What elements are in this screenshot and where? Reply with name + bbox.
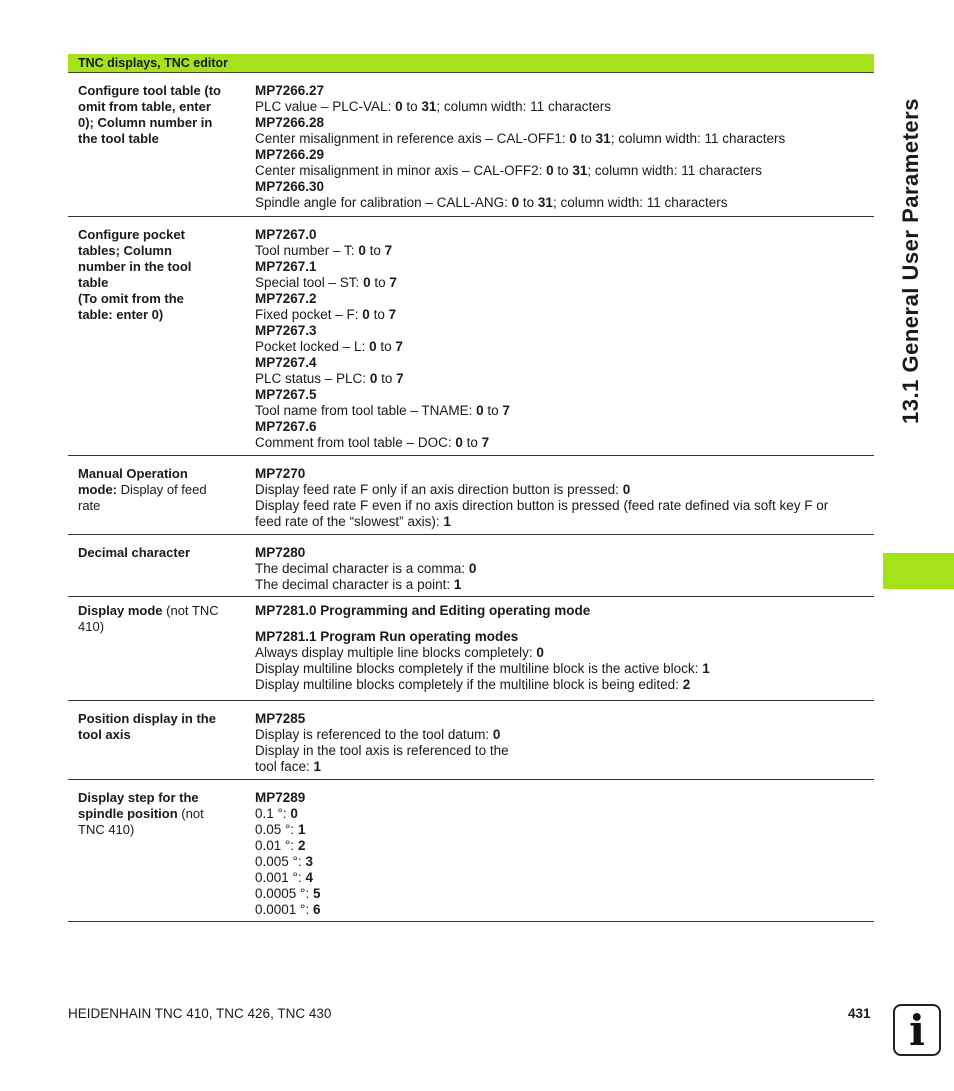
table-row [68,73,874,217]
option-text: 0.1 °: [255,806,291,821]
parameter-option [255,838,870,854]
row-label-normal: rate [78,498,101,513]
option-text: Always display multiple line blocks completely: [255,645,537,660]
parameter-option [255,195,870,211]
option-value: 0 [546,163,554,178]
parameter-option [255,577,870,593]
row-label [78,466,243,514]
row-label [78,83,243,147]
option-text: Display multiline blocks completely if the multiline block is being edited: [255,677,683,692]
option-value: 1 [453,577,462,592]
option-text: to [376,339,396,354]
option-text: Tool number – T: [255,243,359,258]
row-label-line [78,603,243,619]
option-text: Center misalignment in minor axis – CAL-OFF2: [255,163,547,178]
row-label [78,227,243,323]
option-text: tool face: [255,759,314,774]
option-text: Display feed rate F only if an axis direction button is pressed: [255,482,623,497]
row-label-line: Configure tool table (to [78,83,221,98]
option-value: 7 [395,339,403,354]
row-label [78,790,243,838]
row-label-line: number in the tool [78,259,192,274]
option-value: 31 [537,195,553,210]
option-text: 0.0005 °: [255,886,313,901]
option-text: to [553,163,573,178]
option-text: ; column width: 11 characters [436,99,611,114]
table-row [68,701,874,780]
option-value: 0 [569,131,577,146]
row-label-line: Decimal character [78,545,191,560]
option-text: to [462,435,482,450]
option-value: 0 [369,339,377,354]
parameter-option [255,435,870,451]
parameter-option [255,902,870,918]
option-text: Special tool – ST: [255,275,364,290]
row-label [78,545,243,561]
option-value: 1 [443,514,451,529]
parameter-table [68,54,874,922]
option-value: 0 [362,307,370,322]
parameter-option [255,275,870,291]
row-label-bold: mode: [78,482,117,497]
option-value: 3 [305,854,313,869]
option-value: 7 [396,371,404,386]
parameter-option [255,243,870,259]
row-label-line: Configure pocket [78,227,185,242]
parameter-option [255,561,870,577]
option-value: 0 [369,371,378,386]
row-label-line [78,498,243,514]
option-value: 0 [492,727,501,742]
option-text: feed rate of the “slowest” axis): [255,514,444,529]
parameter-option [255,661,870,677]
option-text: PLC value – PLC-VAL: [255,99,396,114]
footer-product: HEIDENHAIN TNC 410, TNC 426, TNC 430 [68,1006,332,1021]
parameter-option [255,759,870,775]
option-text: The decimal character is a comma: [255,561,469,576]
option-value: 5 [312,886,321,901]
option-text: to [519,195,538,210]
row-description [255,466,870,530]
parameter-id: MP7266.28 [255,115,325,130]
parameter-option [255,514,870,530]
option-text: Display multiline blocks completely if the multiline block is the active block: [255,661,703,676]
row-label-bold: Display mode [78,603,163,618]
parameter-option [255,677,870,693]
row-description [255,227,870,451]
parameter-option [255,99,870,115]
option-value: 0 [455,435,463,450]
row-label-bold: Display step for the [78,790,199,805]
row-label-line [78,806,243,822]
row-description [255,83,870,211]
option-value: 2 [682,677,691,692]
parameter-id: MP7266.29 [255,147,325,162]
parameter-option [255,645,870,661]
option-text: 0.001 °: [255,870,306,885]
parameter-option [255,163,870,179]
row-label [78,603,243,635]
parameter-option [255,339,870,355]
row-description [255,711,870,775]
option-value: 7 [389,275,397,290]
table-row [68,597,874,701]
parameter-id: MP7289 [255,790,306,805]
table-row [68,456,874,535]
info-icon [893,1004,941,1056]
table-row [68,217,874,456]
parameter-id: MP7266.27 [255,83,325,98]
row-label-line: table: enter 0) [78,307,164,322]
option-value: 7 [388,307,397,322]
parameter-option [255,870,870,886]
row-label-line [78,482,243,498]
row-label-bold: spindle position [78,806,178,821]
parameter-id: MP7281.0 Programming and Editing operating mode [255,603,591,618]
option-value: 6 [312,902,321,917]
chapter-title-vertical [892,80,930,442]
parameter-option [255,403,870,419]
row-label-line [78,619,243,635]
info-icon-glyph: i [909,1006,925,1055]
option-text: Fixed pocket – F: [255,307,363,322]
parameter-option [255,886,870,902]
option-text: 0.005 °: [255,854,306,869]
row-label-normal: 410) [78,619,105,634]
option-text: 0.05 °: [255,822,298,837]
page-number: 431 [848,1006,871,1021]
option-text: Spindle angle for calibration – CALL-ANG: [255,195,512,210]
parameter-option [255,131,870,147]
option-value: 0 [622,482,631,497]
table-header: TNC displays, TNC editor [68,54,874,73]
option-text: Tool name from tool table – TNAME: [255,403,477,418]
row-label-normal: (not TNC [162,603,219,618]
parameter-option [255,498,870,514]
option-text: ; column width: 11 characters [610,131,786,146]
option-value: 1 [313,759,322,774]
option-value: 4 [305,870,313,885]
row-label-line [78,822,243,838]
row-label-line: 0); Column number in [78,115,213,130]
option-text: to [402,99,422,114]
parameter-option [255,822,870,838]
row-label-line: omit from table, enter [78,99,211,114]
option-value: 31 [421,99,437,114]
option-text: 0.0001 °: [255,902,313,917]
option-text: to [370,275,390,290]
row-label-bold: Manual Operation [78,466,188,481]
option-value: 1 [297,822,306,837]
row-label-line: the tool table [78,131,159,146]
option-value: 7 [384,243,393,258]
option-text: to [377,371,397,386]
option-text: Display feed rate F even if no axis direction button is pressed (feed rate defined via soft key F or [255,498,829,513]
row-label-line: tool axis [78,727,131,742]
parameter-option [255,371,870,387]
option-text: Display is referenced to the tool datum: [255,727,493,742]
option-text: to [576,131,596,146]
option-text: to [483,403,503,418]
option-value: 0 [290,806,298,821]
row-label-line [78,790,243,806]
parameter-id: MP7281.1 Program Run operating modes [255,629,519,644]
option-value: 0 [536,645,544,660]
option-text: Comment from tool table – DOC: [255,435,456,450]
parameter-id: MP7267.1 [255,259,317,274]
option-text: 0.01 °: [255,838,298,853]
row-label [78,711,243,743]
option-value: 31 [595,131,611,146]
parameter-id: MP7267.6 [255,419,317,434]
parameter-id: MP7266.30 [255,179,325,194]
option-value: 7 [481,435,490,450]
row-description [255,545,870,593]
option-value: 1 [702,661,710,676]
option-value: 7 [502,403,510,418]
option-value: 0 [395,99,403,114]
option-text: Display in the tool axis is referenced to the [255,743,509,758]
parameter-id: MP7267.3 [255,323,317,338]
row-label-line: (To omit from the [78,291,184,306]
parameter-id: MP7280 [255,545,306,560]
option-value: 0 [511,195,520,210]
option-value: 0 [358,243,366,258]
option-text: PLC status – PLC: [255,371,370,386]
option-text: Pocket locked – L: [255,339,370,354]
parameter-option [255,307,870,323]
parameter-option [255,854,870,870]
parameter-id: MP7267.5 [255,387,317,402]
parameter-option [255,806,870,822]
parameter-option [255,727,870,743]
option-text: to [365,243,385,258]
row-label-normal: Display of feed [117,482,207,497]
chapter-title-text: 13.1 General User Parameters [898,98,923,424]
row-label-line: table [78,275,109,290]
spacer [255,619,870,629]
chapter-tab-marker [883,553,954,589]
row-description [255,790,870,918]
row-label-normal: TNC 410) [78,822,135,837]
option-value: 0 [363,275,371,290]
parameter-option [255,482,870,498]
option-text: Center misalignment in reference axis – CAL-OFF1: [255,131,570,146]
table-body [68,73,874,922]
row-label-line [78,466,243,482]
option-text: to [369,307,389,322]
row-label-line: Position display in the [78,711,216,726]
option-text: The decimal character is a point: [255,577,454,592]
option-text: ; column width: 11 characters [587,163,762,178]
parameter-option [255,743,870,759]
parameter-id: MP7267.2 [255,291,317,306]
table-row [68,535,874,597]
option-text: ; column width: 11 characters [552,195,728,210]
parameter-id: MP7267.0 [255,227,317,242]
parameter-id: MP7267.4 [255,355,317,370]
parameter-id: MP7270 [255,466,306,481]
row-label-normal: (not [177,806,204,821]
option-value: 31 [572,163,588,178]
table-row [68,780,874,922]
row-label-line: tables; Column [78,243,172,258]
row-description [255,603,870,693]
option-value: 0 [476,403,484,418]
option-value: 2 [297,838,306,853]
option-value: 0 [468,561,477,576]
parameter-id: MP7285 [255,711,306,726]
